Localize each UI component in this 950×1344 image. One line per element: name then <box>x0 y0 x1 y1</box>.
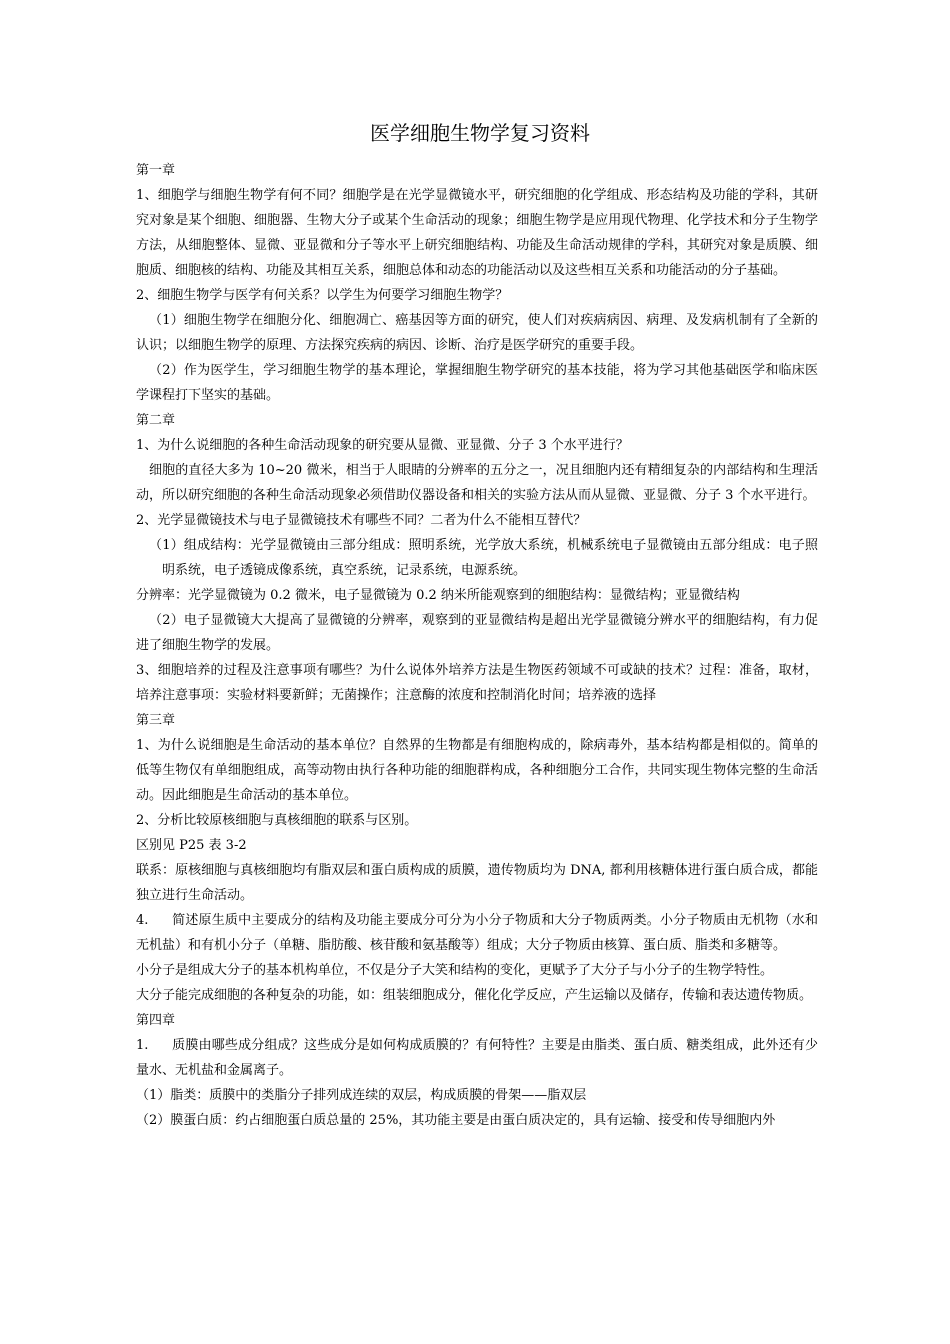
document-page <box>136 118 818 1133</box>
paragraph: 1、细胞学与细胞生物学有何不同？细胞学是在光学显微镜水平，研究细胞的化学组成、形态结构及功能的学科，其研究对象是某个细胞、细胞器、生物大分子或某个生命活动的现象；细胞生物学是应用现代物理、化学技术和分子生物学方法，从细胞整体、显微、亚显微和分子等水平上研究细胞结构、功能及生命活动规律的学科，其研究对象是质膜、细胞质、细胞核的结构、功能及其相互关系，细胞总体和动态的功能活动以及这些相互关系和功能活动的分子基础。 <box>136 188 818 278</box>
paragraph: （1）脂类：质膜中的类脂分子排列成连续的双层，构成质膜的骨架——脂双层 <box>136 1088 587 1103</box>
paragraph: 区别见 P25 表 3-2 <box>136 838 247 853</box>
paragraph: （1）细胞生物学在细胞分化、细胞凋亡、癌基因等方面的研究，使人们对疾病病因、病理、及发病机制有了全新的认识；以细胞生物学的原理、方法探究疾病的病因、诊断、治疗是医学研究的重要手段。 <box>136 313 818 353</box>
chapter-heading-2: 第二章 <box>136 413 176 428</box>
list-number: 1. <box>136 1038 149 1053</box>
paragraph-text: 质膜由哪些成分组成？这些成分是如何构成质膜的？有何特性？主要是由脂类、蛋白质、糖类组成，此外还有少量水、无机盐和金属离子。 <box>136 1038 818 1078</box>
paragraph: （2）膜蛋白质：约占细胞蛋白质总量的 25%，其功能主要是由蛋白质决定的，具有运输、接受和传导细胞内外 <box>136 1113 776 1128</box>
paragraph: （2）作为医学生，学习细胞生物学的基本理论，掌握细胞生物学研究的基本技能，将为学习其他基础医学和临床医学课程打下坚实的基础。 <box>136 363 818 403</box>
question: 1、为什么说细胞的各种生命活动现象的研究要从显微、亚显微、分子 3 个水平进行？ <box>136 438 629 453</box>
paragraph: 3、细胞培养的过程及注意事项有哪些？为什么说体外培养方法是生物医药领域不可或缺的技术？过程：准备，取材，培养注意事项：实验材料要新鲜；无菌操作；注意酶的浓度和控制消化时间；培养液的选择 <box>136 663 818 703</box>
numbered-paragraph <box>136 1033 818 1083</box>
question: 2、分析比较原核细胞与真核细胞的联系与区别。 <box>136 813 418 828</box>
chapter-heading-3: 第三章 <box>136 713 176 728</box>
chapter-heading-4: 第四章 <box>136 1013 176 1028</box>
paragraph: 1、为什么说细胞是生命活动的基本单位？自然界的生物都是有细胞构成的，除病毒外，基本结构都是相似的。简单的低等生物仅有单细胞组成，高等动物由执行各种功能的细胞群构成，各种细胞分工合作，共同实现生物体完整的生命活动。因此细胞是生命活动的基本单位。 <box>136 738 818 803</box>
question: 2、细胞生物学与医学有何关系？以学生为何要学习细胞生物学？ <box>136 288 509 303</box>
list-number: 4. <box>136 913 149 928</box>
question: 2、光学显微镜技术与电子显微镜技术有哪些不同？二者为什么不能相互替代？ <box>136 513 587 528</box>
paragraph: 分辨率：光学显微镜为 0.2 微米，电子显微镜为 0.2 纳米所能观察到的细胞结构：显微结构；亚显微结构 <box>136 588 740 603</box>
paragraph: 细胞的直径大多为 10~20 微米，相当于人眼睛的分辨率的五分之一，况且细胞内还有精细复杂的内部结构和生理活动，所以研究细胞的各种生命活动现象必须借助仪器设备和相关的实验方法从而从显微、亚显微、分子 3 个水平进行。 <box>136 463 818 503</box>
paragraph-text: 简述原生质中主要成分的结构及功能主要成分可分为小分子物质和大分子物质两类。小分子物质由无机物（水和无机盐）和有机小分子（单糖、脂肪酸、核苷酸和氨基酸等）组成；大分子物质由核算、蛋白质、脂类和多糖等。 <box>136 913 818 953</box>
chapter-heading-1: 第一章 <box>136 163 176 178</box>
numbered-paragraph <box>136 908 818 958</box>
paragraph: 大分子能完成细胞的各种复杂的功能，如：组装细胞成分，催化化学反应，产生运输以及储存，传输和表达遗传物质。 <box>136 988 813 1003</box>
paragraph: 小分子是组成大分子的基本机构单位，不仅是分子大笑和结构的变化，更赋予了大分子与小分子的生物学特性。 <box>136 963 774 978</box>
document-title: 医学细胞生物学复习资料 <box>370 121 590 145</box>
paragraph: （1）组成结构：光学显微镜由三部分组成：照明系统，光学放大系统，机械系统电子显微镜由五部分组成：电子照明系统，电子透镜成像系统，真空系统，记录系统，电源系统。 <box>149 538 818 578</box>
paragraph: 联系：原核细胞与真核细胞均有脂双层和蛋白质构成的质膜，遗传物质均为 DNA, 都利用核糖体进行蛋白质合成，都能独立进行生命活动。 <box>136 863 818 903</box>
paragraph: （2）电子显微镜大大提高了显微镜的分辨率，观察到的亚显微结构是超出光学显微镜分辨水平的细胞结构，有力促进了细胞生物学的发展。 <box>136 613 818 653</box>
